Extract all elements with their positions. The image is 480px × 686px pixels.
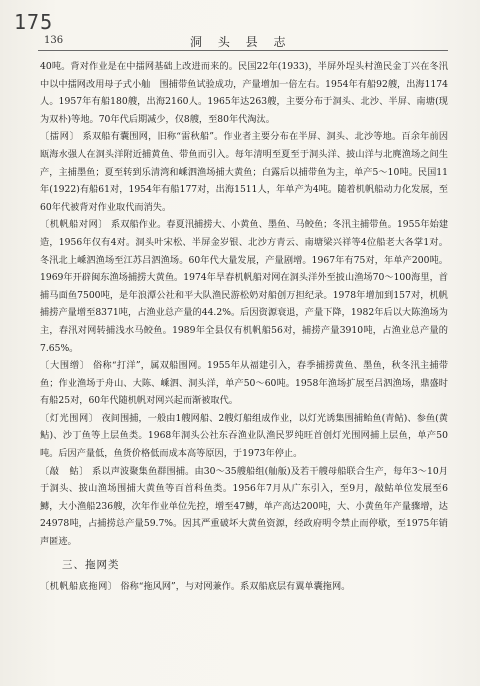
paragraph-drum-fishing <box>40 463 448 551</box>
paragraph-text: 系以声波聚集鱼群围捕。由30～35艘船组(舢舨)及若干艘母船联合生产，每年3～10月于洞头、披山渔场围捕大黄鱼等百首科鱼类。1956年7月从广东引入，至9月，敲鮕单位发展至6鱄，大小渔船236艘，次年作业单位先控，增至47鱄，单产高达200吨，大、小黄鱼年产量骤增，达24978吨，占捕捞总产量59.7%。因其严重破坏大黄鱼资源，经政府明令禁止而停歇，至1975年销声匿迹。 <box>40 465 448 548</box>
paragraph-text: 夜间围捕，一般由1艘网船、2艘灯船组成作业，以灯光诱集围捕鲐鱼(青鲇)、参鱼(黄鲇)、沙丁鱼等上层鱼类。1968年洞头公社东吞渔业队渔民罗纯旺首创灯光围网捕上层鱼，单产50吨。后因产量低，鱼货价格低而成本高等原因，于1973年停止。 <box>40 412 448 460</box>
paragraph-bottom-trawl <box>40 578 448 596</box>
term-label: 〔擂网〕 <box>40 131 80 143</box>
paragraph-1 <box>40 58 448 128</box>
paragraph-text: 俗称“拖风网”，与对网兼作。系双船底层有翼单囊拖网。 <box>120 581 351 593</box>
running-head: 洞 头 县 志 <box>190 35 292 49</box>
term-label: 〔机帆船对网〕 <box>40 219 109 231</box>
handwritten-page-note: 175 <box>14 10 54 34</box>
term-label: 〔灯光围网〕 <box>40 412 99 424</box>
header-rule <box>38 50 448 51</box>
paragraph-lei-net <box>40 128 448 216</box>
body-text <box>40 58 448 596</box>
paragraph-text: 系双船作业。春夏汛捕捞大、小黄鱼、墨鱼、马鲛鱼；冬汛主捕带鱼。1955年始建造，1956年仅有4对。洞头叶宋松、半屏金岁银、北沙方青云、南塘梁兴祥等4位船老大各掌1对。冬汛北上嵊泗渔场至江苏吕泗渔场。60年代大量发展，产量剧增。1967年有75对，年单产200吨。1969年开辟闽东渔场捕捞大黄鱼。1974年旱春机帆船对网在洞头洋外至披山渔场70～100海里，首捕马面鱼7500吨，是年浪潭公社和平大队渔民游松奶对船创万担纪录。1978年增加到157对，机帆捕捞产量增至8371吨，占渔业总产量的44.2%。后因资源衰退，产量下降，1982年后以大陈渔场为主，春汛对网转捕浅水马鲛鱼。1989年全县仅有机帆船56对，捕捞产量3910吨，占渔业总产量的7.65%。 <box>40 219 449 354</box>
section-title: 三、拖网类 <box>62 558 120 571</box>
term-label: 〔敲 鮕〕 <box>40 465 90 477</box>
paragraph-text: 系双船有囊围网，旧称“雷秋船”。作业者主要分布在半屏、洞头、北沙等地。百余年前因瓯海水强人在洞头洋附近捕黄鱼、带鱼而引入。每年清明至夏至于洞头洋、披山洋与北麂渔场之间生产，主捕墨鱼；夏至转到乐清湾和嵊泗渔场捕大黄鱼；白露后以捕带鱼为主，单产5～10吨。民国11年(1922)有船61对，1954年有船177对，出海1511人，年单产为4吨。随着机帆船动力化发展，至60年代被背对作业取代而消失。 <box>40 131 449 213</box>
page-number: 136 <box>44 35 64 46</box>
paragraph-motor-sail-pair-net <box>40 216 448 357</box>
paragraph-large-purse-seine <box>40 357 448 410</box>
term-label: 〔机帆船底拖网〕 <box>40 581 118 593</box>
term-label: 〔大围缯〕 <box>40 360 90 372</box>
paragraph-light-purse-seine <box>40 410 448 463</box>
paragraph-text: 俗称“打洋”，属双船围网。1955年从福建引入，春季捕捞黄鱼、墨鱼，秋冬汛主捕带鱼；作业渔场于舟山、大陈、嵊泗、洞头洋，单产50～60吨。1958年渔场扩展至吕泗渔场，鼎盛时有船25对，60年代随机帆对网兴起而渐被取代。 <box>40 360 449 407</box>
paragraph-text: 40吨。背对作业是在中擂网基础上改进而来的。民国22年(1933)，半屏外埕头村渔民金丁兴在冬汛中以中擂网改用母子式小舢 围捕带鱼试验成功，产量增加一倍左右。1954年有船92艘，出海1174人。1957年有船180艘，出海2160人。1965年达263艘，主要分布于洞头、北沙、半屏、南塘(现为双朴)等地。70年代后期减少，仅8艘，至80年代淘汰。 <box>40 61 448 125</box>
